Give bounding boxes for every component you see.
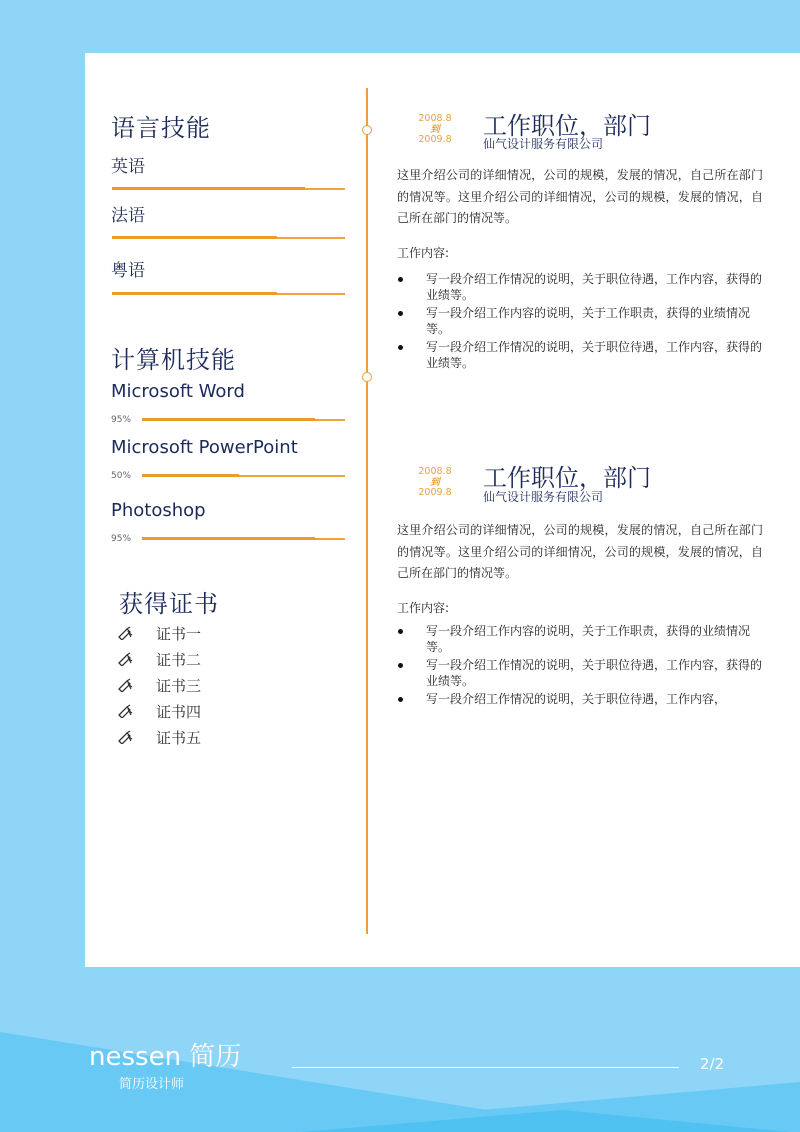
duty-item: 写一段介绍工作情况的说明，关于职位待遇，工作内容，获得的业绩等。 <box>397 339 765 371</box>
skill-percent: 50% <box>111 471 132 481</box>
skill-level-bar <box>142 537 345 540</box>
brand-name: nessen 简历 <box>89 1042 242 1072</box>
date-from: 2008.8 <box>418 113 452 124</box>
date-to: 2009.8 <box>418 487 452 498</box>
job-date-range <box>410 467 460 499</box>
duty-item: 写一段介绍工作情况的说明，关于职位待遇，工作内容，获得的业绩等。 <box>397 271 765 303</box>
certificate-label: 证书五 <box>156 728 202 747</box>
skill-percent: 95% <box>111 415 132 425</box>
certificate-label: 证书三 <box>156 676 202 695</box>
section-title-certificates: 获得证书 <box>119 590 219 618</box>
language-level-bar <box>112 187 345 190</box>
job-content-label: 工作内容: <box>397 246 450 260</box>
brand-subtitle: 简历设计师 <box>119 1077 185 1092</box>
company-name: 仙气设计服务有限公司 <box>483 137 604 151</box>
language-level-bar <box>112 292 345 295</box>
language-level-bar <box>112 236 345 239</box>
date-to-label: 到 <box>430 476 440 488</box>
date-from: 2008.8 <box>418 466 452 477</box>
job-description: 这里介绍公司的详细情况，公司的规模，发展的情况，自己所在部门的情况等。这里介绍公司的详细情况，公司的规模，发展的情况，自己所在部门的情况等。 <box>397 523 763 580</box>
certificate-item <box>117 727 202 747</box>
skill-label: Photoshop <box>111 500 206 521</box>
diploma-scroll-icon <box>117 626 133 640</box>
job-content-label: 工作内容: <box>397 601 450 615</box>
skill-label: Microsoft Word <box>111 381 245 402</box>
skill-label: Microsoft PowerPoint <box>111 437 298 458</box>
diploma-scroll-icon <box>117 652 133 666</box>
section-title-computer-skills: 计算机技能 <box>111 346 236 374</box>
footer-divider <box>292 1067 679 1068</box>
diploma-scroll-icon <box>117 730 133 744</box>
job-title: 工作职位，部门 <box>483 464 651 492</box>
skill-level-bar <box>142 418 345 421</box>
section-title-languages: 语言技能 <box>111 114 211 142</box>
duty-item: 写一段介绍工作情况的说明，关于职位待遇，工作内容，获得的业绩等。 <box>397 657 765 689</box>
duty-item: 写一段介绍工作情况的说明，关于职位待遇，工作内容， <box>397 691 765 707</box>
skill-percent: 95% <box>111 534 132 544</box>
certificate-item <box>117 675 202 695</box>
page-number: 2/2 <box>700 1055 725 1073</box>
timeline-line <box>366 88 368 934</box>
certificate-label: 证书二 <box>156 650 202 669</box>
language-label: 法语 <box>111 206 145 226</box>
date-to-label: 到 <box>430 123 440 135</box>
certificate-label: 证书四 <box>156 702 202 721</box>
diploma-scroll-icon <box>117 678 133 692</box>
duty-item: 写一段介绍工作内容的说明，关于工作职责，获得的业绩情况等。 <box>397 623 765 655</box>
job-duties-list <box>397 623 765 709</box>
job-date-range <box>410 114 460 146</box>
job-description: 这里介绍公司的详细情况，公司的规模，发展的情况，自己所在部门的情况等。这里介绍公司的详细情况，公司的规模，发展的情况，自己所在部门的情况等。 <box>397 168 763 225</box>
certificate-item <box>117 701 202 721</box>
timeline-node <box>362 125 372 135</box>
company-name: 仙气设计服务有限公司 <box>483 490 604 504</box>
timeline-node <box>362 372 372 382</box>
job-title: 工作职位，部门 <box>483 112 651 140</box>
certificate-item <box>117 649 202 669</box>
certificate-label: 证书一 <box>156 624 202 643</box>
certificate-item <box>117 623 202 643</box>
date-to: 2009.8 <box>418 134 452 145</box>
skill-level-bar <box>142 474 345 477</box>
language-label: 粤语 <box>111 261 145 281</box>
language-label: 英语 <box>111 157 145 177</box>
duty-item: 写一段介绍工作内容的说明，关于工作职责，获得的业绩情况等。 <box>397 305 765 337</box>
diploma-scroll-icon <box>117 704 133 718</box>
job-duties-list <box>397 271 765 373</box>
